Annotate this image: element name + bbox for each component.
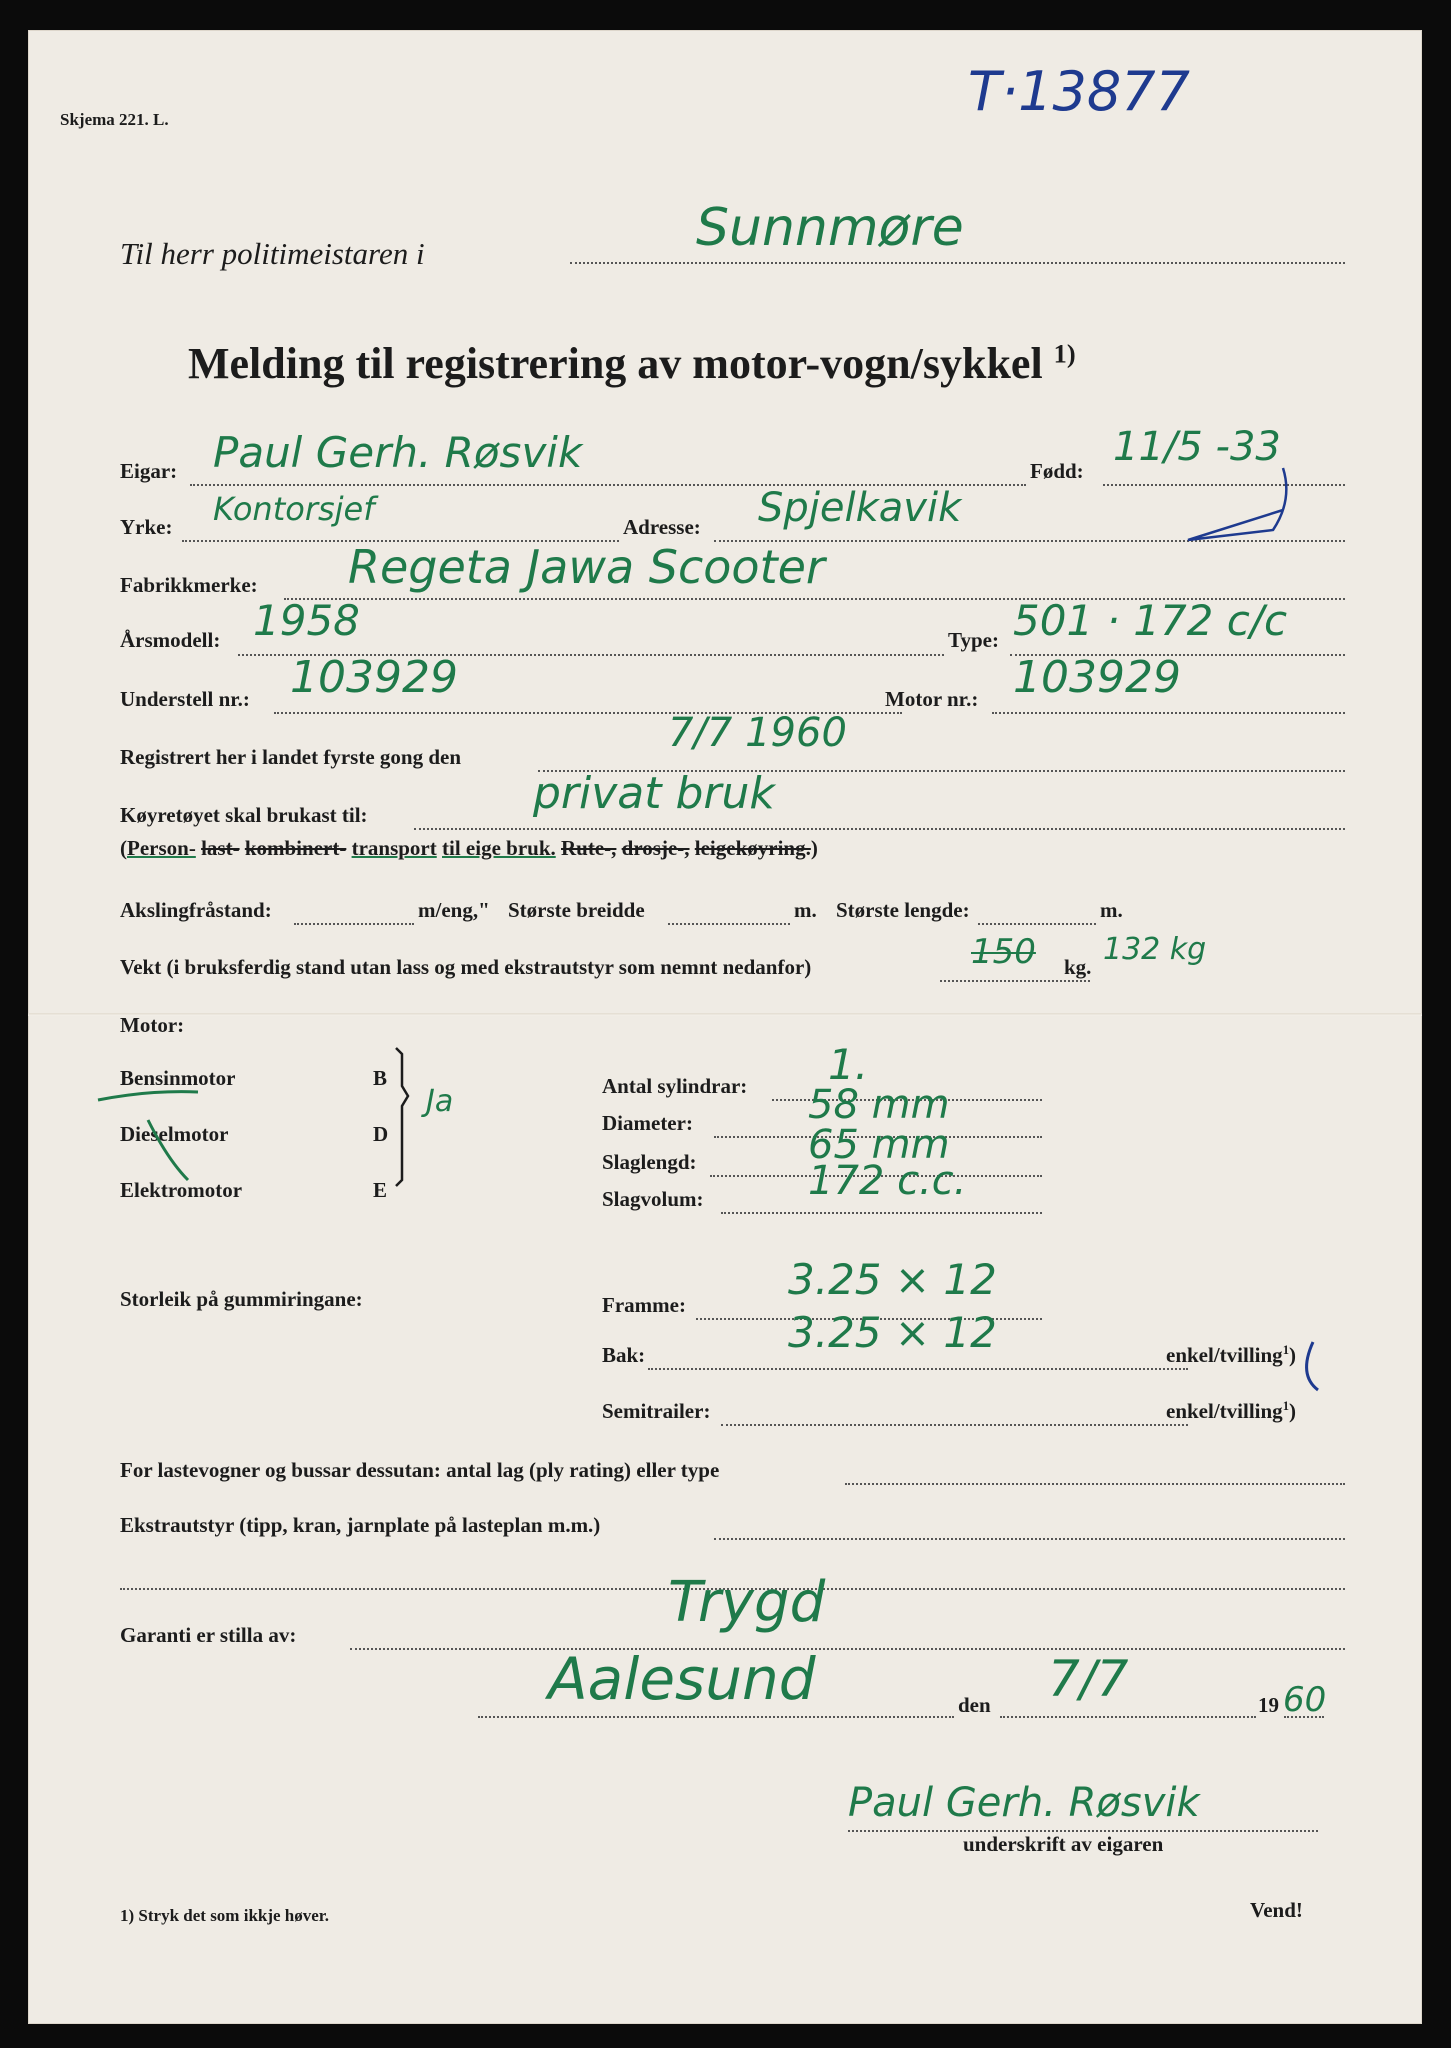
stroke-label: Slaglengd: [602,1150,697,1174]
form-title: Melding til registrering av motor-vogn/sykkel $^{1)}$ [188,338,1076,388]
motor-label: Motor: [120,1013,185,1037]
footnote: 1) Stryk det som ikkje høver. [120,1906,330,1925]
motor-mark: Ja [426,1084,454,1119]
guarantee-label: Garanti er stilla av: [120,1623,297,1647]
occupation-value: Kontorsjef [213,490,375,528]
signature-label: underskrift av eigaren [963,1832,1164,1856]
width-label: Største breidde [508,898,645,922]
length-label: Største lengde: [836,898,970,922]
motor-type-diesel: Dieselmotor [120,1122,229,1146]
turn-over: Vend! [1250,1898,1303,1922]
year-prefix: 19 [1258,1693,1279,1717]
type-label: Type: [948,628,999,652]
front-tyre-label: Framme: [602,1293,686,1317]
form-code: Skjema 221. L. [60,110,169,129]
addressee-label: Til herr politimeistaren i [120,236,425,271]
addressee-value: Sunnmøre [696,198,964,258]
weight-value: 132 kg [1103,932,1207,967]
motor-code-b: B [373,1066,388,1090]
axle-label: Akslingfråstand: [120,898,272,922]
motor-type-petrol: Bensinmotor [120,1066,236,1090]
fold-line [28,1013,1422,1016]
extras-label: Ekstrautstyr (tipp, kran, jarnplate på lasteplan m.m.) [120,1513,601,1537]
place-value: Aalesund [548,1645,816,1713]
length-unit: m. [1100,898,1123,922]
diameter-value: 58 mm [808,1082,950,1128]
front-tyre-value: 3.25 × 12 [788,1255,997,1304]
owner-value: Paul Gerh. Røsvik [213,428,583,477]
weight-label: Vekt (i bruksferdig stand utan lass og med ekstrautstyr som nemnt nedanfor) [120,955,812,979]
make-value: Regeta Jawa Scooter [348,540,825,594]
guarantee-value: Trygd [668,1570,826,1635]
owner-signature: Paul Gerh. Røsvik [848,1780,1200,1826]
usage-options: (Person- last- kombinert- transport til eige bruk. Rute-, drosje-, leigekøyring.) [120,836,818,860]
displacement-label: Slagvolum: [602,1187,704,1211]
date-label: den [958,1693,991,1717]
weight-unit: kg. [1064,955,1092,979]
born-value: 11/5 -33 [1113,424,1281,470]
type-value: 501 · 172 c/c [1013,596,1288,645]
width-unit: m. [794,898,817,922]
rear-tyre-label: Bak: [602,1343,646,1367]
address-value: Spjelkavik [758,485,962,531]
displacement-value: 172 c.c. [808,1158,967,1204]
semitrailer-suffix: enkel/tvilling$^1$) [1166,1399,1296,1423]
chassis-value: 103929 [290,652,458,703]
cylinders-value: 1. [828,1040,869,1089]
motor-code-d: D [373,1122,389,1146]
engine-value: 103929 [1013,652,1181,703]
occupation-label: Yrke: [120,515,173,539]
axle-unit: m/eng," [418,898,490,922]
engine-label: Motor nr.: [885,687,979,711]
form-page [28,30,1422,2024]
make-label: Fabrikkmerke: [120,573,258,597]
weight-struck-value: 150 [971,932,1036,972]
reference-number: T·13877 [968,60,1190,123]
tyres-label: Storleik på gummiringane: [120,1287,363,1311]
rear-tyre-suffix: enkel/tvilling$^1$) [1166,1343,1296,1367]
model-year-label: Årsmodell: [120,628,221,652]
owner-label: Eigar: [120,459,178,483]
stroke-value: 65 mm [808,1122,950,1168]
semitrailer-label: Semitrailer: [602,1399,711,1423]
motor-code-e: E [373,1178,388,1202]
motor-type-electric: Elektromotor [120,1178,243,1202]
rear-tyre-value: 3.25 × 12 [788,1308,997,1357]
born-label: Fødd: [1030,459,1084,483]
year-suffix: 60 [1283,1680,1327,1720]
ink-marks [28,30,1422,2024]
ply-rating-label: For lastevogner og bussar dessutan: antal lag (ply rating) eller type [120,1458,720,1482]
date-value: 7/7 [1048,1650,1129,1708]
usage-label: Køyretøyet skal brukast til: [120,803,368,827]
first-registered-label: Registrert her i landet fyrste gong den [120,745,462,769]
cylinders-label: Antal sylindrar: [602,1074,748,1098]
model-year-value: 1958 [253,596,360,645]
first-registered-value: 7/7 1960 [668,710,847,756]
address-label: Adresse: [623,515,701,539]
diameter-label: Diameter: [602,1111,693,1135]
usage-value: privat bruk [533,768,775,819]
chassis-label: Understell nr.: [120,687,250,711]
